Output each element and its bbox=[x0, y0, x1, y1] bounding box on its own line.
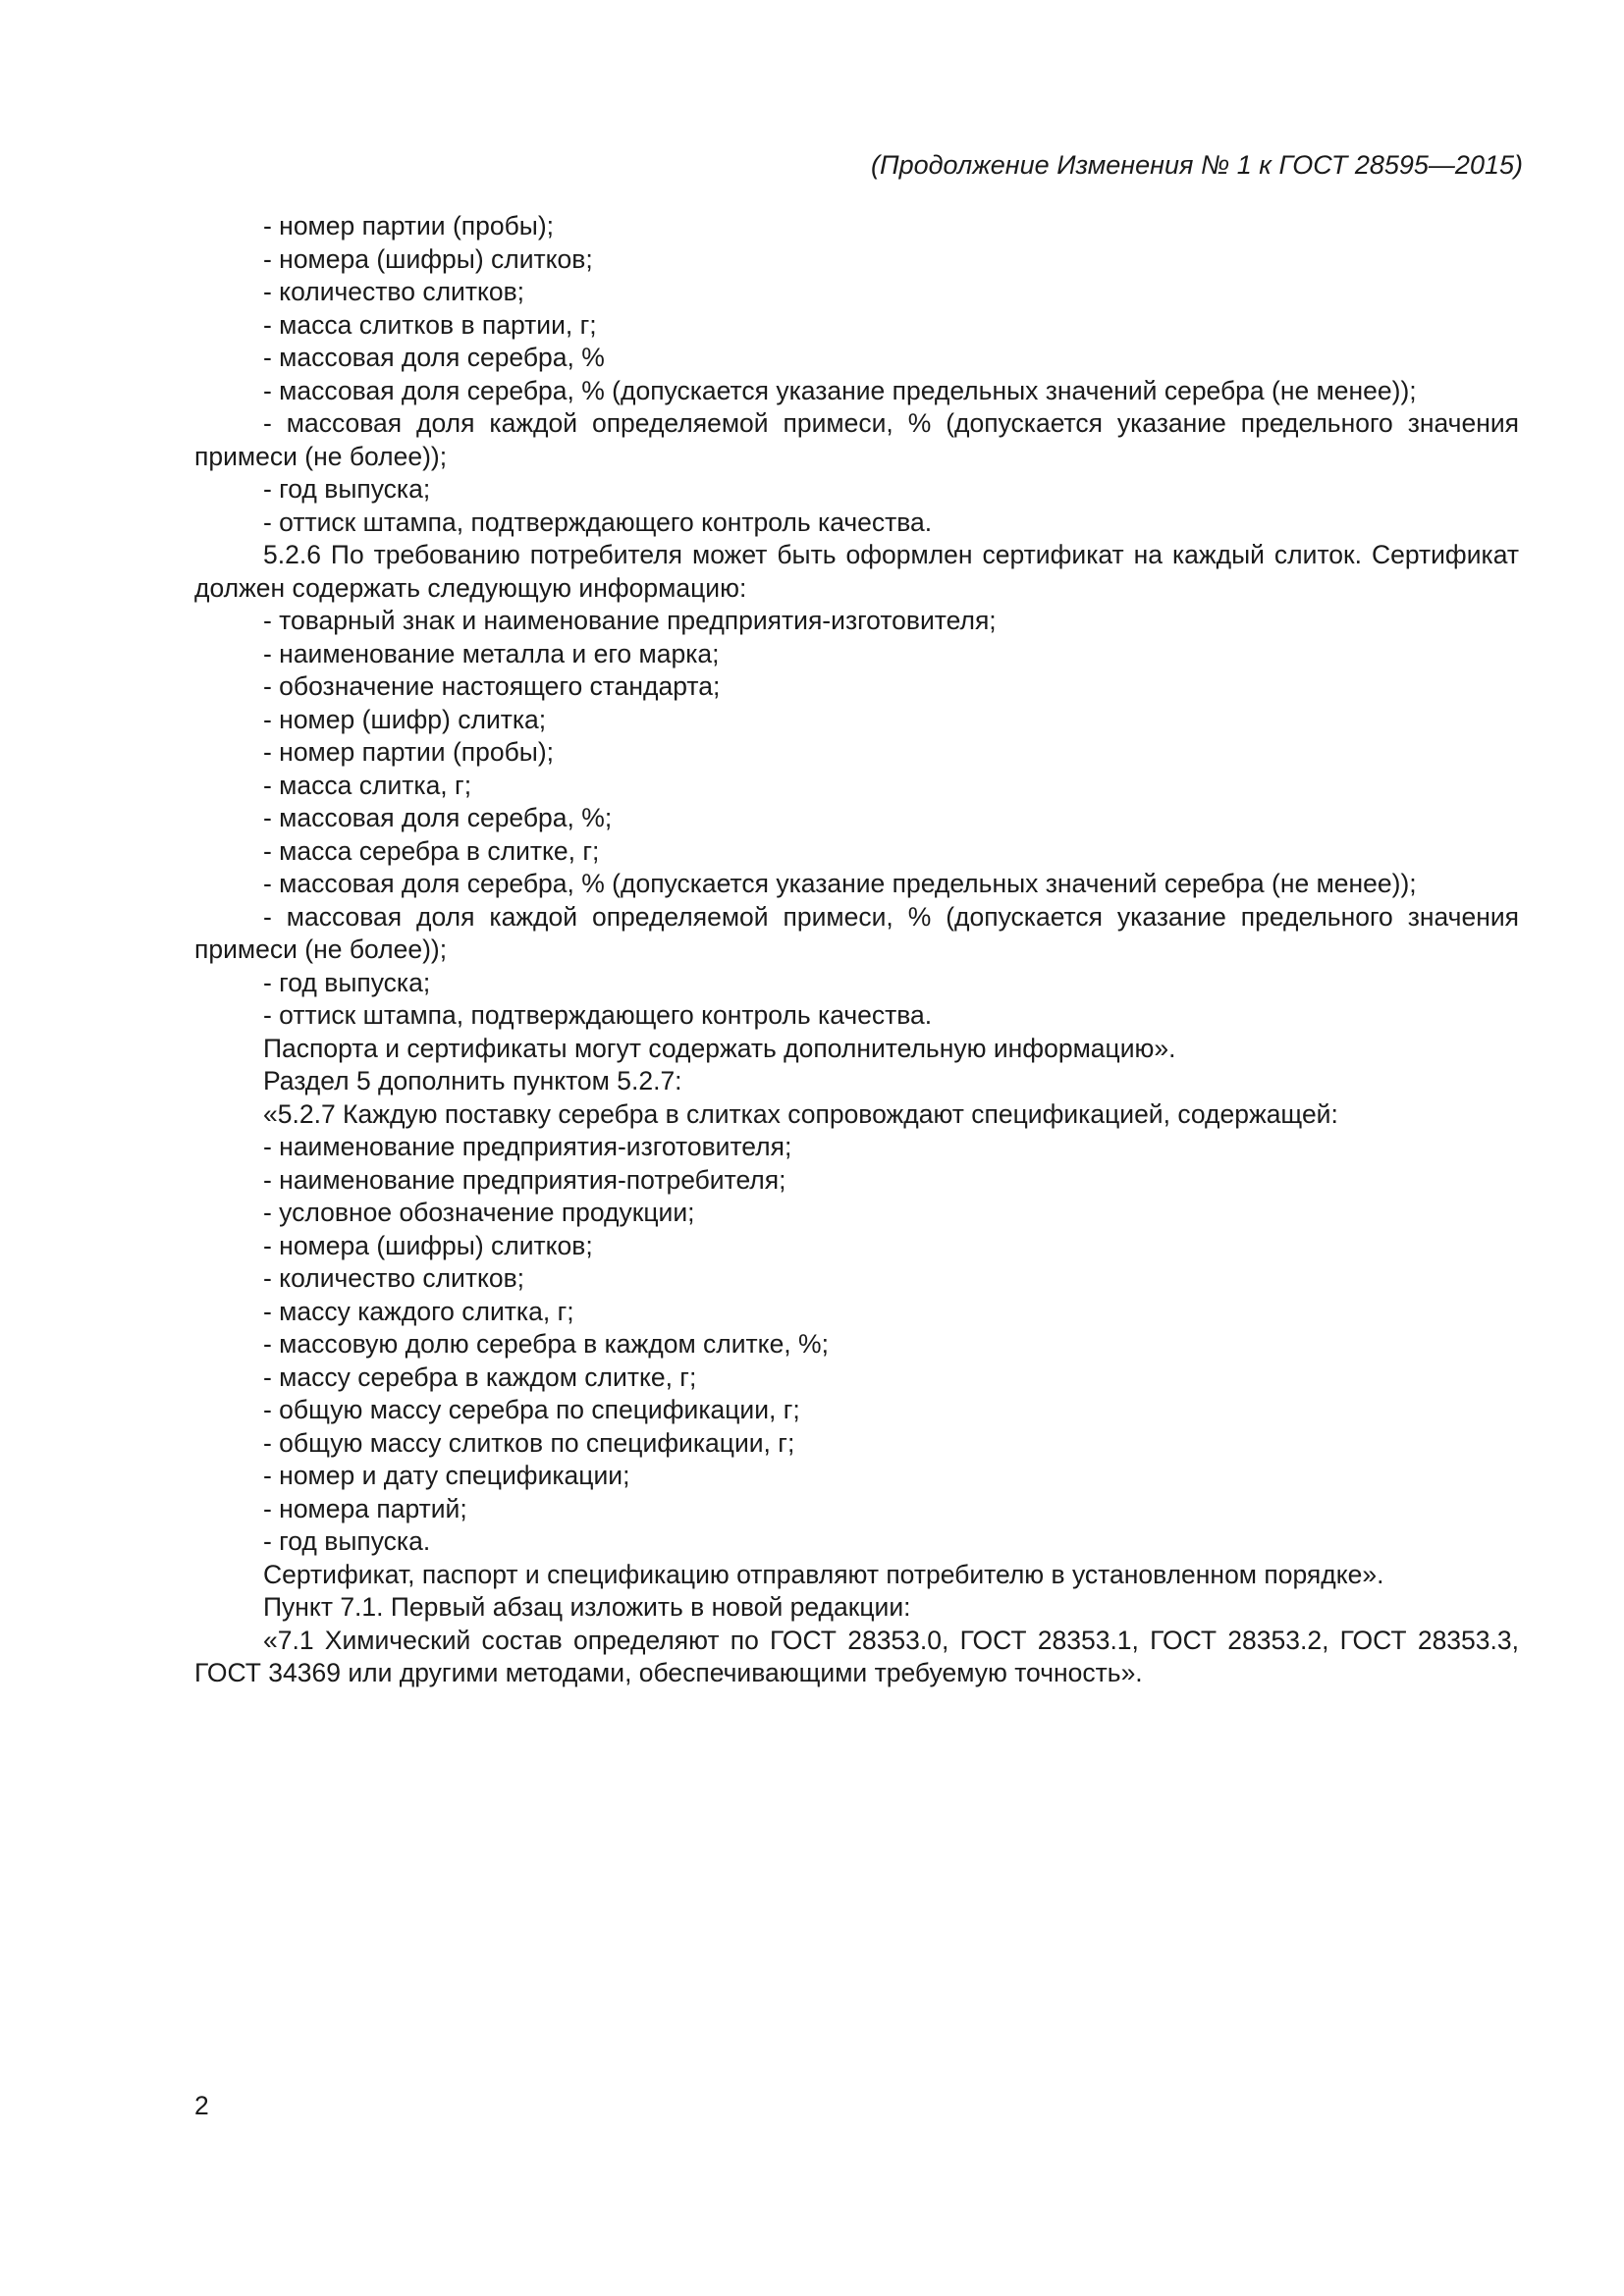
paragraph: - массовая доля каждой определяемой примеси, % (допускается указание предельного значения примеси (не более)); bbox=[194, 408, 1519, 471]
paragraph: - масса серебра в слитке, г; bbox=[263, 835, 600, 866]
paragraph: - массовая доля серебра, %; bbox=[263, 803, 613, 832]
paragraph: - масса слитка, г; bbox=[263, 770, 472, 800]
paragraph: Пункт 7.1. Первый абзац изложить в новой редакции: bbox=[263, 1592, 911, 1622]
paragraph: 5.2.6 По требованию потребителя может быть оформлен сертификат на каждый слиток. Сертификат должен содержать следующую информацию: bbox=[194, 540, 1519, 603]
paragraph: - номера (шифры) слитков; bbox=[263, 243, 593, 274]
paragraph: Сертификат, паспорт и спецификацию отправляют потребителю в установленном порядке». bbox=[263, 1559, 1384, 1589]
paragraph: - массовую долю серебра в каждом слитке, %; bbox=[263, 1329, 829, 1359]
paragraph: - номер партии (пробы); bbox=[263, 737, 555, 767]
paragraph: - масса слитков в партии, г; bbox=[263, 309, 597, 340]
paragraph: Раздел 5 дополнить пунктом 5.2.7: bbox=[263, 1066, 682, 1095]
paragraph: - массовая доля серебра, % (допускается указание предельных значений серебра (не менее)); bbox=[263, 375, 1417, 405]
document-body bbox=[194, 210, 1519, 1690]
paragraph: - оттиск штампа, подтверждающего контроль качества. bbox=[263, 507, 933, 537]
paragraph: - количество слитков; bbox=[263, 277, 525, 306]
paragraph: - год выпуска; bbox=[263, 967, 431, 997]
paragraph: - номер и дату спецификации; bbox=[263, 1461, 630, 1490]
paragraph: - условное обозначение продукции; bbox=[263, 1198, 695, 1227]
paragraph: - номера партий; bbox=[263, 1493, 467, 1523]
paragraph: - массу каждого слитка, г; bbox=[263, 1296, 574, 1326]
paragraph: - массовая доля каждой определяемой примеси, % (допускается указание предельного значения примеси (не более)); bbox=[194, 901, 1519, 964]
paragraph: - количество слитков; bbox=[263, 1263, 525, 1293]
paragraph: - товарный знак и наименование предприятия-изготовителя; bbox=[263, 606, 997, 635]
paragraph: - массу серебра в каждом слитке, г; bbox=[263, 1362, 697, 1392]
paragraph: - номер (шифр) слитка; bbox=[263, 704, 547, 734]
paragraph: - оттиск штампа, подтверждающего контроль качества. bbox=[263, 1000, 933, 1030]
paragraph: «5.2.7 Каждую поставку серебра в слитках сопровождают спецификацией, содержащей: bbox=[263, 1098, 1338, 1129]
paragraph: - год выпуска; bbox=[263, 474, 431, 504]
paragraph: - номера (шифры) слитков; bbox=[263, 1230, 593, 1260]
paragraph: - наименование металла и его марка; bbox=[263, 638, 720, 668]
paragraph: - номер партии (пробы); bbox=[263, 211, 555, 240]
document-header: (Продолжение Изменения № 1 к ГОСТ 28595—2015) bbox=[871, 150, 1523, 180]
paragraph: - массовая доля серебра, % bbox=[263, 343, 605, 372]
paragraph: - наименование предприятия-потребителя; bbox=[263, 1164, 786, 1195]
paragraph: - наименование предприятия-изготовителя; bbox=[263, 1132, 792, 1161]
paragraph: - год выпуска. bbox=[263, 1526, 431, 1556]
paragraph: - обозначение настоящего стандарта; bbox=[263, 671, 721, 701]
paragraph: «7.1 Химический состав определяют по ГОСТ 28353.0, ГОСТ 28353.1, ГОСТ 28353.2, ГОСТ 28353.3, ГОСТ 34369 или другими методами, обеспечивающими требуемую точность». bbox=[194, 1625, 1519, 1687]
paragraph: - общую массу слитков по спецификации, г; bbox=[263, 1427, 795, 1458]
paragraph: - общую массу серебра по спецификации, г; bbox=[263, 1395, 800, 1424]
paragraph: Паспорта и сертификаты могут содержать дополнительную информацию». bbox=[263, 1033, 1176, 1063]
page-number: 2 bbox=[194, 2091, 209, 2120]
paragraph: - массовая доля серебра, % (допускается указание предельных значений серебра (не менее)); bbox=[263, 869, 1417, 898]
